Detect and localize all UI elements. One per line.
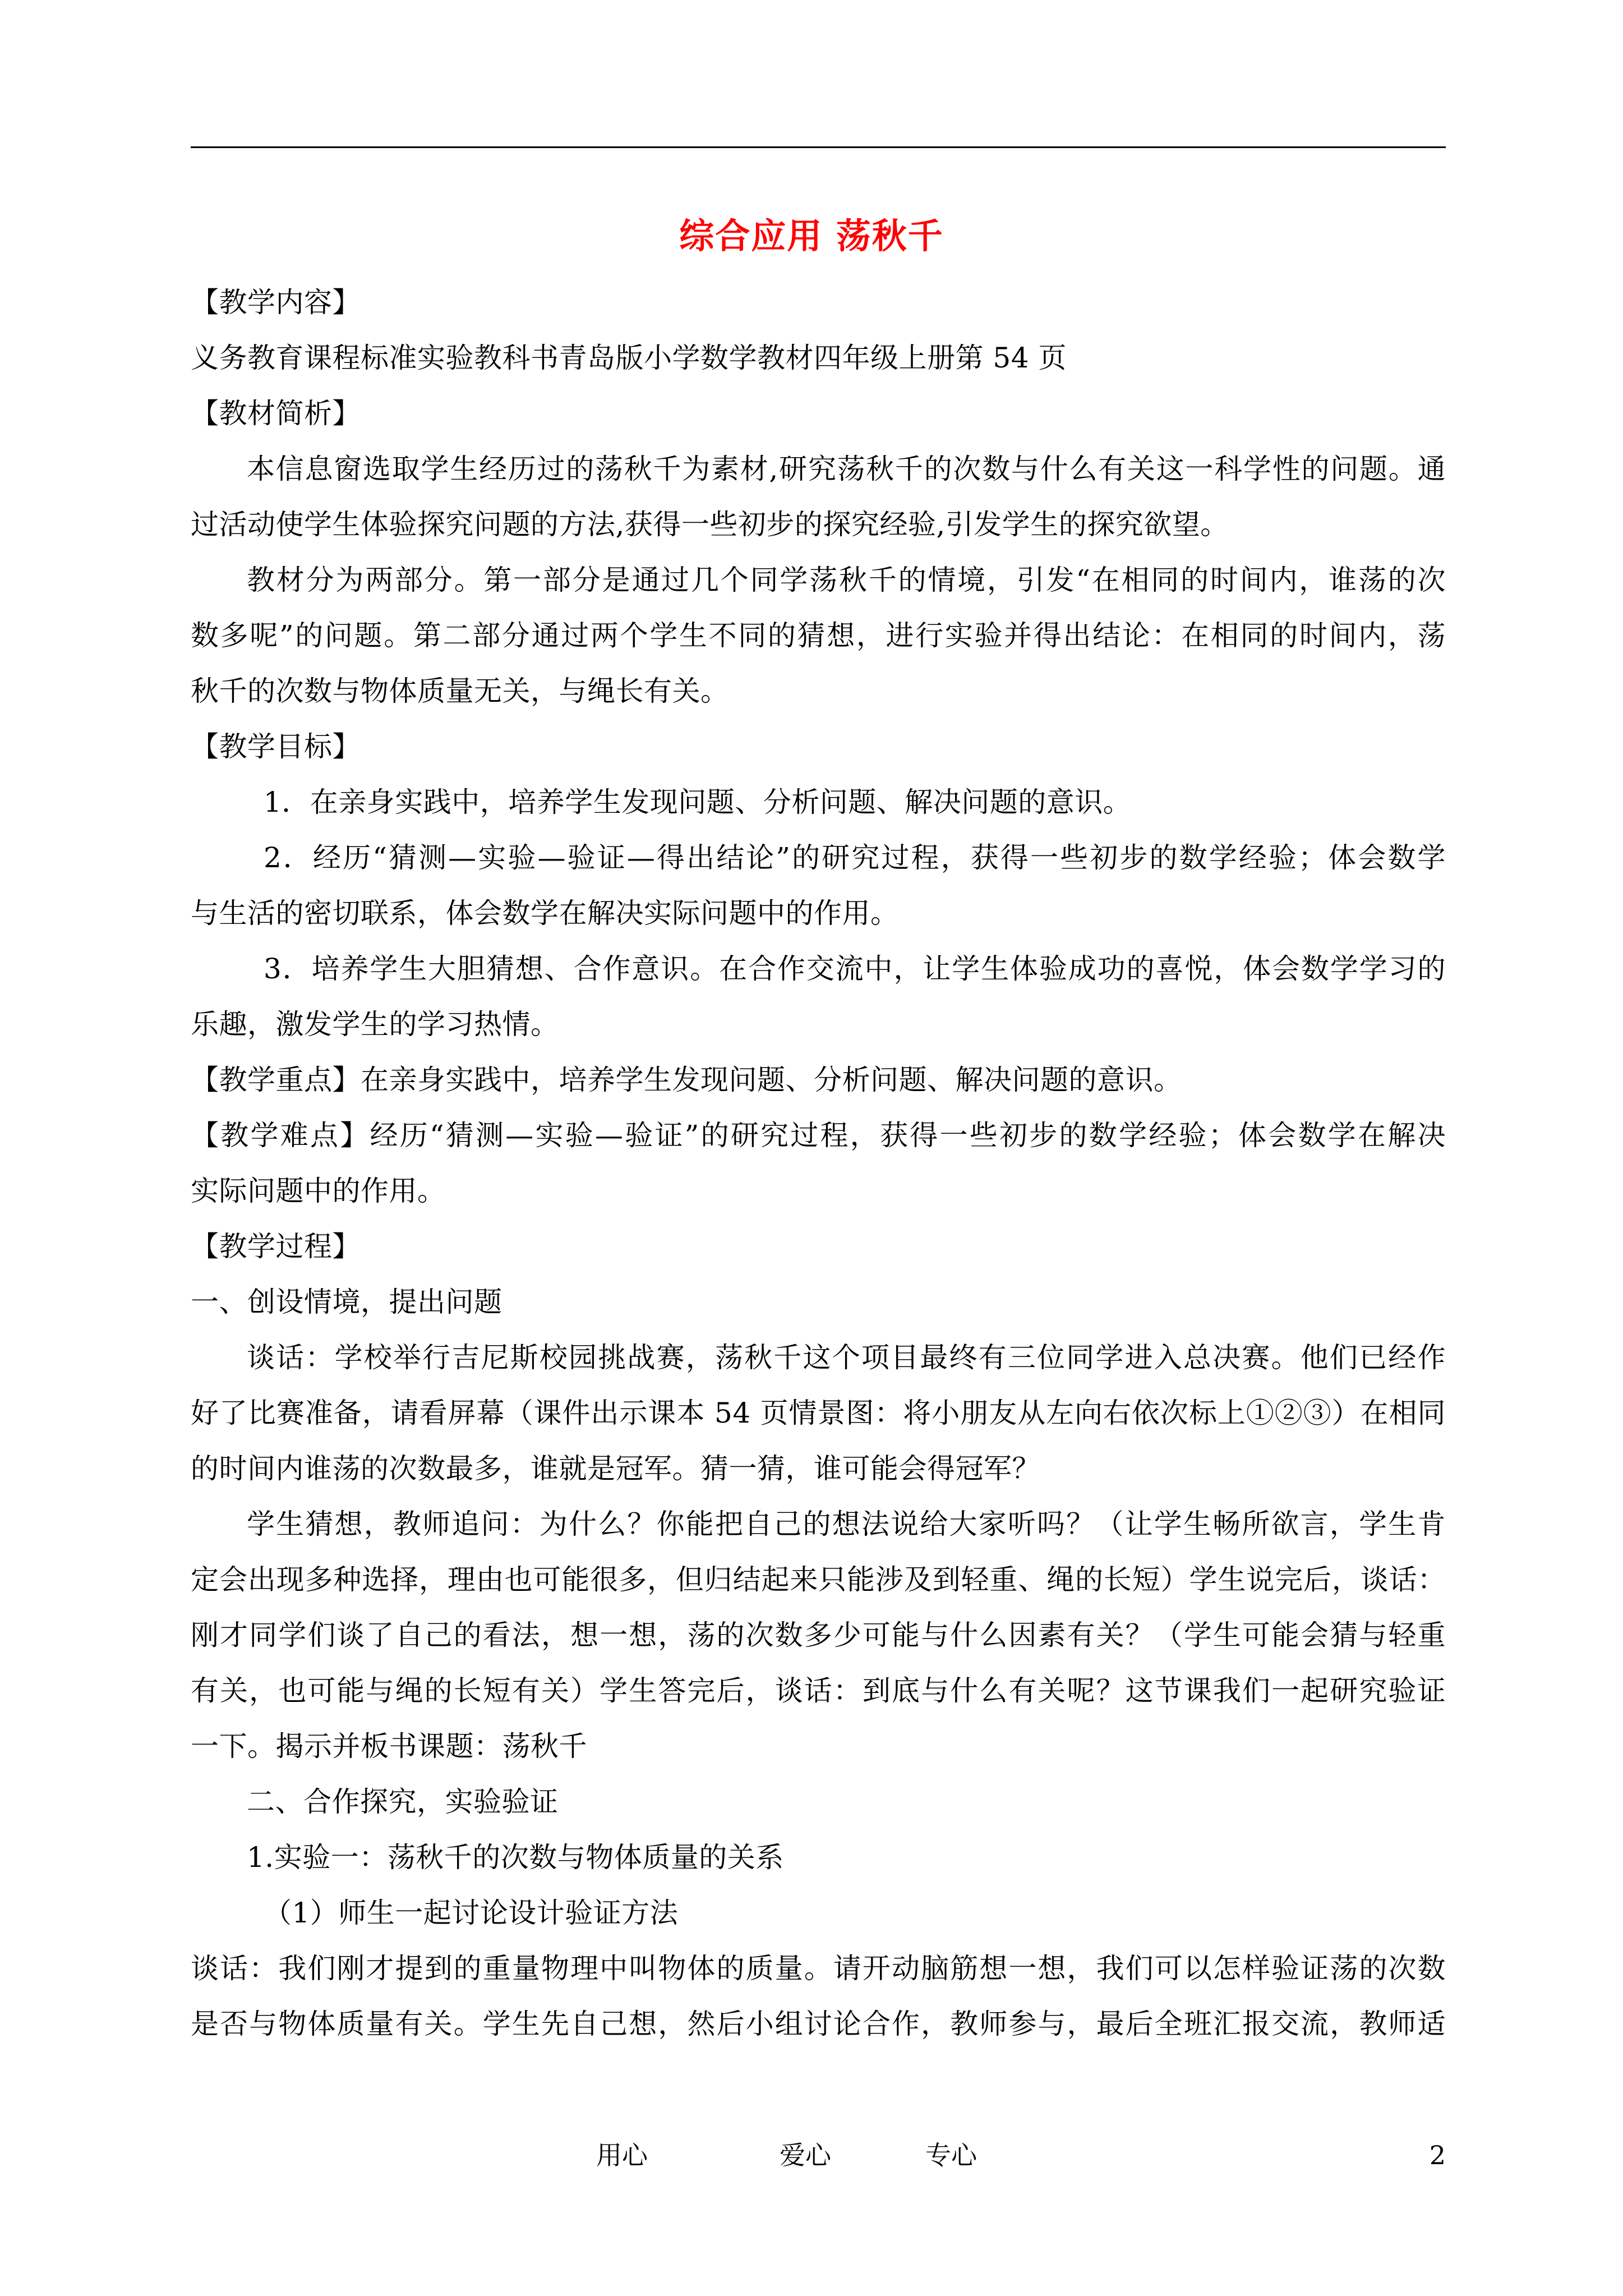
text-line: 义务教育课程标准实验教科书青岛版小学数学教材四年级上册第 54 页 [191,342,1067,374]
text-line: 过活动使学生体验探究问题的方法,获得一些初步的探究经验,引发学生的探究欲望。 [191,508,1229,541]
text-line: 一、创设情境，提出问题 [191,1286,502,1318]
text-line: （1）师生一起讨论设计验证方法 [264,1897,679,1929]
text-line: 刚才同学们谈了自己的看法，想一想，荡的次数多少可能与什么因素有关？（学生可能会猜与轻重 [191,1619,1446,1651]
footer-motto-3: 专心 [925,2140,977,2170]
text-line: 2．经历“猜测—实验—验证—得出结论”的研究过程，获得一些初步的数学经验；体会数学 [264,841,1446,874]
footer-motto-2: 爱心 [780,2140,831,2170]
text-line: 【教学内容】 [191,286,361,319]
document-title: 综合应用 荡秋千 [679,215,944,256]
text-line: 好了比赛准备，请看屏幕（课件出示课本 54 页情景图：将小朋友从左向右依次标上①②③）在相同 [191,1397,1446,1429]
text-line: 【教学重点】在亲身实践中，培养学生发现问题、分析问题、解决问题的意识。 [191,1064,1182,1096]
text-line: 实际问题中的作用。 [191,1175,446,1207]
text-line: 教材分为两部分。第一部分是通过几个同学荡秋千的情境，引发“在相同的时间内，谁荡的次 [247,564,1446,596]
text-line: 二、合作探究，实验验证 [247,1786,559,1818]
text-line: 3．培养学生大胆猜想、合作意识。在合作交流中，让学生体验成功的喜悦，体会数学学习的 [264,953,1446,985]
footer-motto-1: 用心 [596,2140,648,2170]
page-number: 2 [1429,2140,1446,2170]
text-line: 1．在亲身实践中，培养学生发现问题、分析问题、解决问题的意识。 [264,786,1132,818]
text-line: 是否与物体质量有关。学生先自己想，然后小组讨论合作，教师参与，最后全班汇报交流，教师适 [191,2008,1446,2040]
text-line: 学生猜想，教师追问：为什么？你能把自己的想法说给大家听吗？（让学生畅所欲言，学生肯 [247,1508,1446,1540]
text-line: 秋千的次数与物体质量无关，与绳长有关。 [191,675,729,707]
text-line: 与生活的密切联系，体会数学在解决实际问题中的作用。 [191,897,899,930]
text-line: 定会出现多种选择，理由也可能很多，但归结起来只能涉及到轻重、绳的长短）学生说完后，谈话： [191,1563,1446,1596]
text-line: 谈话：我们刚才提到的重量物理中叫物体的质量。请开动脑筋想一想，我们可以怎样验证荡的次数 [191,1952,1446,1985]
text-line: 【教学难点】经历“猜测—实验—验证”的研究过程，获得一些初步的数学经验；体会数学在解决 [191,1119,1446,1152]
text-line: 【教学目标】 [191,730,361,763]
text-line: 本信息窗选取学生经历过的荡秋千为素材,研究荡秋千的次数与什么有关这一科学性的问题。通 [247,453,1446,485]
text-line: 一下。揭示并板书课题：荡秋千 [191,1730,587,1763]
text-line: 有关，也可能与绳的长短有关）学生答完后，谈话：到底与什么有关呢？这节课我们一起研究验证 [191,1674,1446,1707]
text-line: 乐趣，激发学生的学习热情。 [191,1008,559,1041]
text-line: 数多呢”的问题。第二部分通过两个学生不同的猜想，进行实验并得出结论：在相同的时间内，荡 [191,619,1446,652]
text-line: 谈话：学校举行吉尼斯校园挑战赛，荡秋千这个项目最终有三位同学进入总决赛。他们已经作 [247,1341,1446,1374]
document-body [191,275,1446,2052]
text-line: 【教学过程】 [191,1230,361,1263]
text-line: 【教材简析】 [191,397,361,430]
text-line: 的时间内谁荡的次数最多，谁就是冠军。猜一猜，谁可能会得冠军？ [191,1452,1040,1485]
header-rule [191,146,1446,148]
text-line: 1.实验一：荡秋千的次数与物体质量的关系 [247,1841,784,1874]
